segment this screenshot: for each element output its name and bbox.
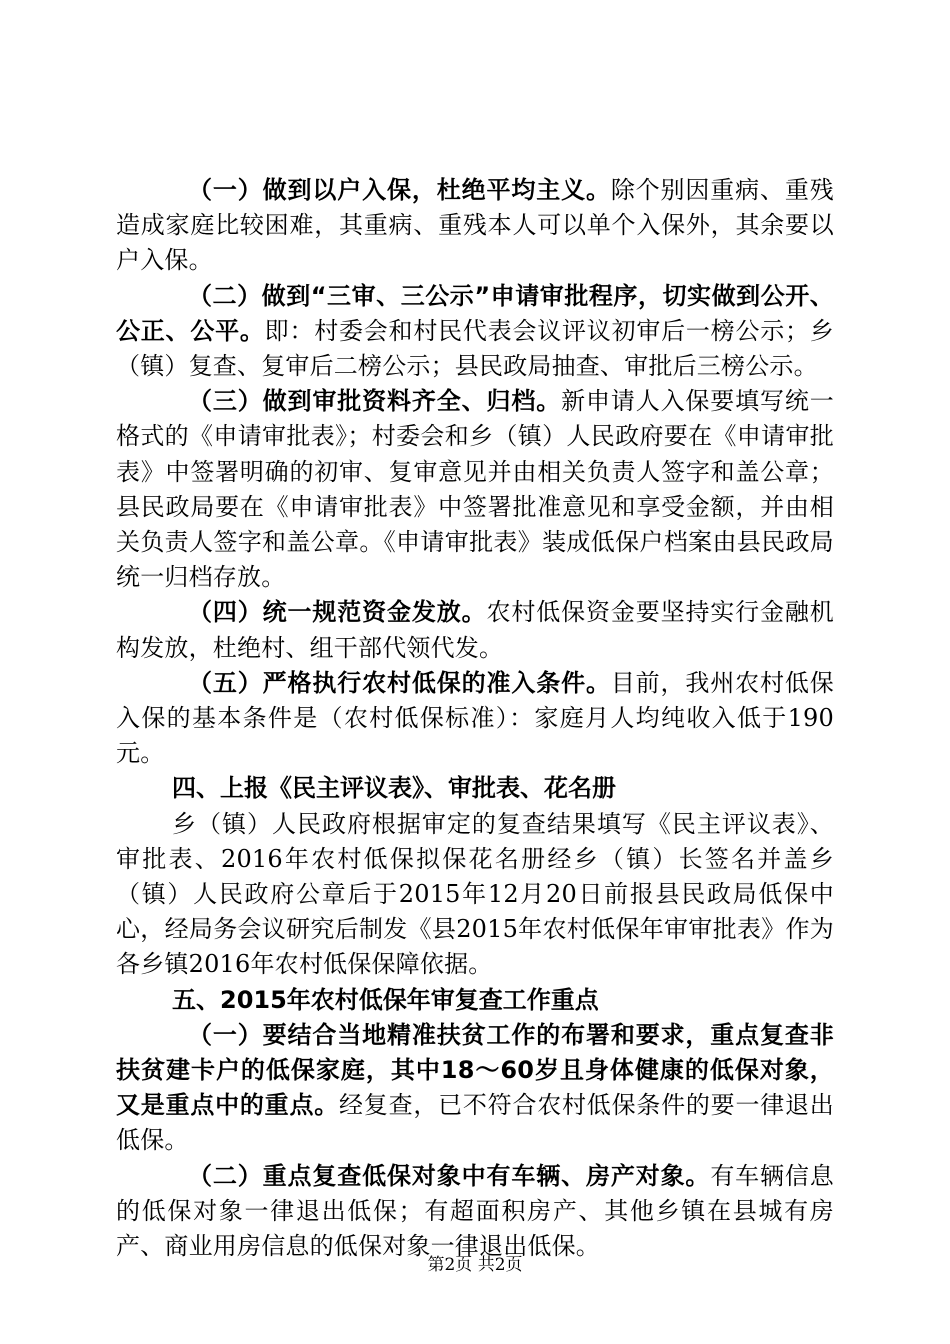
section-5-1 [116,1018,834,1159]
section-1 [116,173,834,279]
section-2-text: 即：村委会和村民代表会议评议初审后一榜公示；乡（镇）复查、复审后二榜公示；县民政局抽查、审批后三榜公示。 [116,316,834,381]
section-5-2 [116,1159,834,1265]
section-4 [116,595,834,665]
heading-four: 四、上报《民主评议表》、审批表、花名册 [172,774,616,803]
section-5-1-text: 经复查，已不符合农村低保条件的要一律退出低保。 [116,1091,834,1155]
section-4-title: （四）统一规范资金发放。 [188,598,487,627]
section-3-title: （三）做到审批资料齐全、归档。 [188,387,562,416]
section-3-text: 新申请人入保要填写统一格式的《申请审批表》；村委会和乡（镇）人民政府要在《申请审批表》中签署明确的初审、复审意见并由相关负责人签字和盖公章；县民政局要在《申请审批表》中签署批准意见和享受金额，并由相关负责人签字和盖公章。《申请审批表》装成低保户档案由县民政局统一归档存放。 [116,387,834,592]
section-5-2-text: 有车辆信息的低保对象一律退出低保；有超面积房产、其他乡镇在县城有房产、商业用房信息的低保对象一律退出低保。 [116,1161,834,1261]
section-5-title: （五）严格执行农村低保的准入条件。 [188,668,611,697]
section-5-1-title: （一）要结合当地精准扶贫工作的布署和要求，重点复查非扶贫建卡户的低保家庭，其中18～60岁且身体健康的低保对象，又是重点中的重点。 [116,1020,834,1120]
section-1-text: 除个别因重病、重残造成家庭比较困难，其重病、重残本人可以单个入保外，其余要以户入保。 [116,176,834,275]
section-5-2-title: （二）重点复查低保对象中有车辆、房产对象。 [188,1161,711,1190]
heading-five: 五、2015年农村低保年审复查工作重点 [172,985,599,1014]
section-2 [116,279,834,385]
section-3 [116,384,834,595]
document-body [116,173,834,1264]
section-2-title: （二）做到“三审、三公示”申请审批程序，切实做到公开、公正、公平。 [116,281,834,345]
page-footer: 第2页 共2页 [427,1255,523,1275]
paragraph-four: 乡（镇）人民政府根据审定的复查结果填写《民主评议表》、审批表、2016年农村低保拟保花名册经乡（镇）长签名并盖乡（镇）人民政府公章后于2015年12月20日前报县民政局低保中心，经局务会议研究后制发《县2015年农村低保年审审批表》作为各乡镇2016年农村低保保障依据。 [116,809,834,979]
section-4-text: 农村低保资金要坚持实行金融机构发放，杜绝村、组干部代领代发。 [116,598,834,662]
section-5 [116,666,834,772]
section-1-title: （一）做到以户入保，杜绝平均主义。 [188,176,611,204]
section-5-text: 目前，我州农村低保入保的基本条件是（农村低保标准）：家庭月人均纯收入低于190元。 [116,668,834,768]
